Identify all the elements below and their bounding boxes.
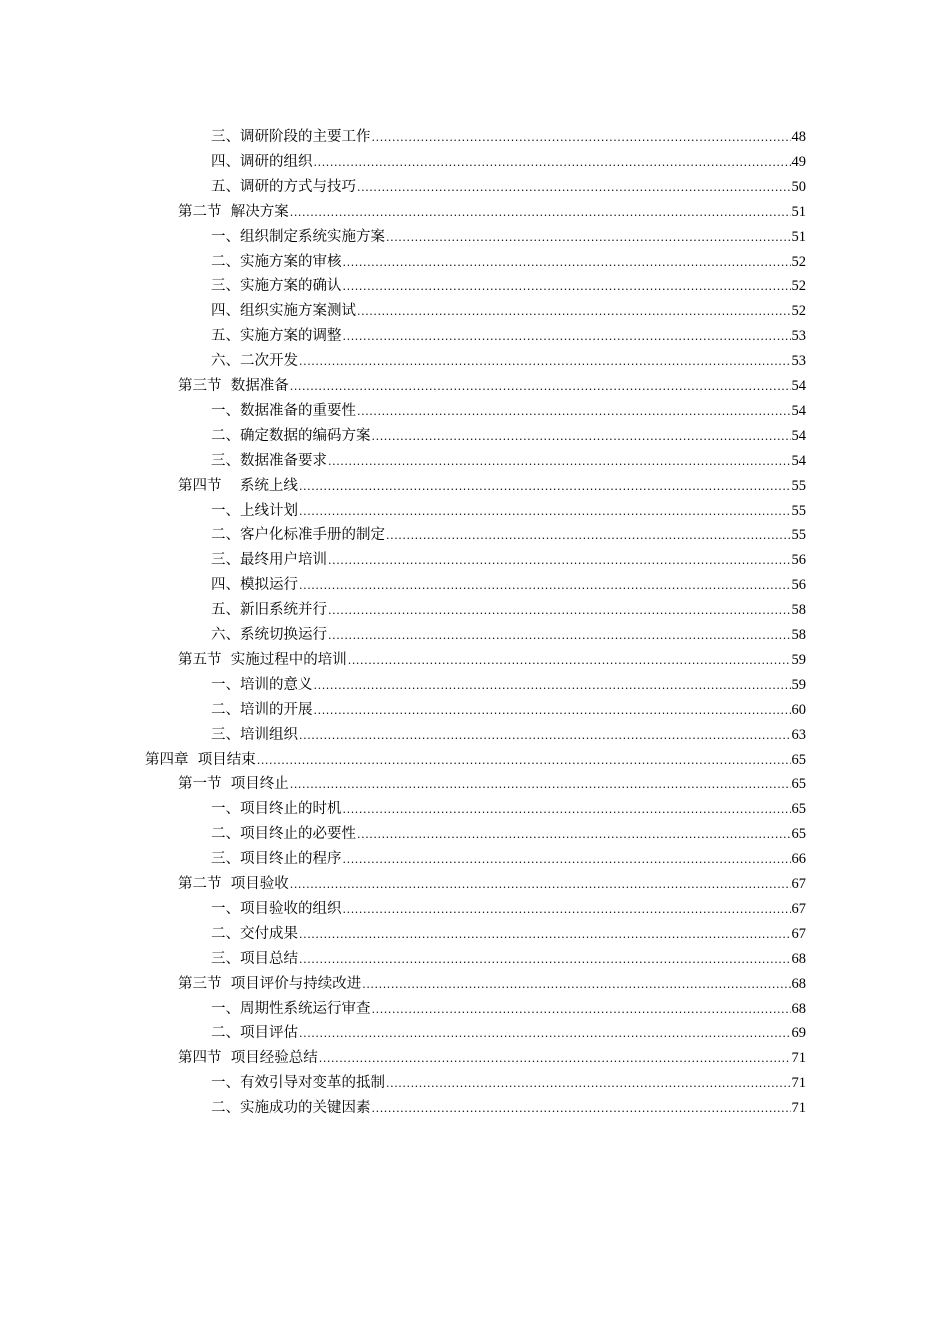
toc-entry-page: 60 bbox=[791, 701, 806, 718]
toc-entry-title: 第四章 项目结束 bbox=[145, 751, 256, 768]
toc-leader-dots bbox=[386, 1071, 791, 1096]
toc-entry[interactable] bbox=[178, 200, 806, 225]
toc-leader-dots bbox=[372, 1096, 791, 1121]
toc-entry-title: 第四节 系统上线 bbox=[178, 477, 298, 494]
toc-leader-dots bbox=[328, 548, 791, 573]
toc-entry-page: 54 bbox=[791, 427, 806, 444]
toc-leader-dots bbox=[319, 1046, 791, 1071]
toc-entry-page: 48 bbox=[791, 129, 806, 145]
toc-entry[interactable] bbox=[211, 125, 806, 150]
toc-leader-dots bbox=[299, 947, 791, 972]
toc-entry-page: 59 bbox=[791, 651, 806, 668]
toc-leader-dots bbox=[290, 772, 791, 797]
toc-leader-dots bbox=[299, 349, 791, 374]
toc-entry-page: 68 bbox=[791, 975, 806, 992]
toc-entry-page: 52 bbox=[791, 278, 806, 295]
toc-entry-page: 53 bbox=[791, 328, 806, 345]
toc-entry-title: 一、数据准备的重要性 bbox=[211, 402, 356, 419]
toc-entry[interactable] bbox=[178, 872, 806, 897]
toc-entry-title: 第二节 解决方案 bbox=[178, 203, 289, 220]
toc-leader-dots bbox=[343, 847, 791, 872]
toc-entry-page: 50 bbox=[791, 178, 806, 195]
toc-entry[interactable] bbox=[211, 523, 806, 548]
toc-leader-dots bbox=[386, 225, 791, 250]
toc-entry-page: 55 bbox=[791, 527, 806, 544]
toc-entry-page: 56 bbox=[791, 552, 806, 569]
toc-entry-title: 一、上线计划 bbox=[211, 502, 298, 519]
toc-leader-dots bbox=[290, 200, 791, 225]
toc-entry-title: 五、实施方案的调整 bbox=[211, 328, 342, 345]
toc-entry-page: 71 bbox=[791, 1100, 806, 1117]
toc-leader-dots bbox=[290, 374, 791, 399]
toc-leader-dots bbox=[348, 648, 791, 673]
toc-entry[interactable] bbox=[211, 598, 806, 623]
toc-entry[interactable] bbox=[211, 997, 806, 1022]
toc-leader-dots bbox=[357, 399, 791, 424]
toc-leader-dots bbox=[343, 250, 791, 275]
toc-entry-title: 三、调研阶段的主要工作 bbox=[211, 129, 371, 145]
toc-leader-dots bbox=[343, 797, 791, 822]
toc-entry-page: 65 bbox=[791, 826, 806, 843]
toc-entry-page: 53 bbox=[791, 353, 806, 370]
toc-entry-page: 55 bbox=[791, 502, 806, 519]
toc-entry-page: 59 bbox=[791, 676, 806, 693]
toc-entry-title: 六、二次开发 bbox=[211, 353, 298, 370]
toc-entry[interactable] bbox=[211, 225, 806, 250]
toc-leader-dots bbox=[290, 872, 791, 897]
toc-leader-dots bbox=[372, 125, 791, 150]
toc-entry-page: 54 bbox=[791, 378, 806, 394]
toc-entry[interactable] bbox=[211, 922, 806, 947]
toc-entry[interactable] bbox=[211, 1071, 806, 1096]
toc-entry-page: 52 bbox=[791, 253, 806, 270]
toc-entry[interactable] bbox=[211, 573, 806, 598]
toc-entry-page: 67 bbox=[791, 900, 806, 917]
toc-leader-dots bbox=[314, 698, 791, 723]
toc-leader-dots bbox=[314, 150, 791, 175]
toc-entry-title: 三、实施方案的确认 bbox=[211, 278, 342, 295]
toc-leader-dots bbox=[257, 748, 791, 773]
toc-entry[interactable] bbox=[211, 797, 806, 822]
toc-entry-title: 三、最终用户培训 bbox=[211, 552, 327, 569]
toc-leader-dots bbox=[299, 922, 791, 947]
toc-entry[interactable] bbox=[211, 723, 806, 748]
toc-entry-page: 69 bbox=[791, 1025, 806, 1042]
toc-entry-page: 52 bbox=[791, 303, 806, 320]
toc-entry-title: 二、确定数据的编码方案 bbox=[211, 427, 371, 444]
toc-entry[interactable] bbox=[145, 748, 806, 773]
toc-entry-page: 58 bbox=[791, 602, 806, 619]
toc-entry[interactable] bbox=[211, 424, 806, 449]
toc-entry-page: 65 bbox=[791, 776, 806, 793]
toc-entry[interactable] bbox=[211, 1021, 806, 1046]
toc-entry[interactable] bbox=[178, 772, 806, 797]
toc-entry[interactable] bbox=[211, 623, 806, 648]
toc-leader-dots bbox=[343, 324, 791, 349]
toc-entry[interactable] bbox=[211, 947, 806, 972]
toc-leader-dots bbox=[299, 573, 791, 598]
toc-entry[interactable] bbox=[211, 822, 806, 847]
toc-leader-dots bbox=[386, 523, 791, 548]
toc-entry[interactable] bbox=[178, 648, 806, 673]
toc-entry[interactable] bbox=[211, 349, 806, 374]
toc-entry[interactable] bbox=[211, 1096, 806, 1121]
toc-entry-title: 二、实施方案的审核 bbox=[211, 253, 342, 270]
toc-entry-title: 第三节 数据准备 bbox=[178, 378, 289, 394]
toc-entry[interactable] bbox=[211, 673, 806, 698]
toc-entry-title: 三、数据准备要求 bbox=[211, 452, 327, 469]
toc-entry-title: 一、周期性系统运行审查 bbox=[211, 1000, 371, 1017]
toc-entry-title: 三、培训组织 bbox=[211, 726, 298, 743]
toc-entry-title: 第一节 项目终止 bbox=[178, 776, 289, 793]
toc-entry-title: 四、组织实施方案测试 bbox=[211, 303, 356, 320]
toc-leader-dots bbox=[343, 897, 791, 922]
toc-entry-title: 五、调研的方式与技巧 bbox=[211, 178, 356, 195]
toc-leader-dots bbox=[328, 449, 791, 474]
toc-entry-page: 56 bbox=[791, 577, 806, 594]
toc-entry[interactable] bbox=[178, 374, 806, 399]
toc-entry[interactable] bbox=[211, 499, 806, 524]
toc-entry-page: 63 bbox=[791, 726, 806, 743]
toc-entry-page: 65 bbox=[791, 751, 806, 768]
toc-leader-dots bbox=[362, 972, 790, 997]
toc-entry-title: 第四节 项目经验总结 bbox=[178, 1050, 318, 1067]
toc-entry-page: 71 bbox=[791, 1075, 806, 1092]
toc-entry[interactable] bbox=[178, 1046, 806, 1071]
toc-entry[interactable] bbox=[211, 274, 806, 299]
toc-entry-page: 68 bbox=[791, 1000, 806, 1017]
toc-entry[interactable] bbox=[211, 399, 806, 424]
toc-leader-dots bbox=[357, 299, 791, 324]
toc-leader-dots bbox=[357, 175, 791, 200]
toc-leader-dots bbox=[357, 822, 791, 847]
toc-leader-dots bbox=[314, 673, 791, 698]
toc-entry[interactable] bbox=[211, 175, 806, 200]
toc-entry-title: 二、培训的开展 bbox=[211, 701, 313, 718]
toc-entry-title: 二、实施成功的关键因素 bbox=[211, 1100, 371, 1117]
toc-leader-dots bbox=[299, 499, 791, 524]
toc-entry-title: 一、项目验收的组织 bbox=[211, 900, 342, 917]
toc-entry[interactable] bbox=[211, 548, 806, 573]
toc-entry-page: 66 bbox=[791, 851, 806, 868]
toc-entry-page: 68 bbox=[791, 950, 806, 967]
toc-entry-title: 二、项目终止的必要性 bbox=[211, 826, 356, 843]
toc-leader-dots bbox=[372, 997, 791, 1022]
toc-entry-title: 五、新旧系统并行 bbox=[211, 602, 327, 619]
toc-entry-page: 58 bbox=[791, 627, 806, 643]
toc-entry-page: 51 bbox=[791, 228, 806, 245]
toc-entry-page: 49 bbox=[791, 153, 806, 170]
toc-leader-dots bbox=[372, 424, 791, 449]
toc-entry-page: 54 bbox=[791, 452, 806, 469]
toc-entry-page: 65 bbox=[791, 801, 806, 818]
toc-entry-title: 二、交付成果 bbox=[211, 925, 298, 942]
toc-entry-title: 三、项目终止的程序 bbox=[211, 851, 342, 868]
toc-leader-dots bbox=[299, 723, 791, 748]
toc-entry-title: 四、调研的组织 bbox=[211, 153, 313, 170]
toc-entry-title: 二、客户化标准手册的制定 bbox=[211, 527, 385, 544]
toc-entry-page: 67 bbox=[791, 876, 806, 892]
toc-entry-title: 三、项目总结 bbox=[211, 950, 298, 967]
toc-entry[interactable] bbox=[211, 897, 806, 922]
toc-entry-title: 一、项目终止的时机 bbox=[211, 801, 342, 818]
toc-leader-dots bbox=[299, 1021, 791, 1046]
toc-entry[interactable] bbox=[211, 150, 806, 175]
toc-entry-title: 一、培训的意义 bbox=[211, 676, 313, 693]
toc-entry[interactable] bbox=[211, 250, 806, 275]
toc-entry-page: 55 bbox=[791, 477, 806, 494]
toc-entry[interactable] bbox=[178, 474, 806, 499]
toc-entry[interactable] bbox=[211, 324, 806, 349]
toc-entry[interactable] bbox=[211, 847, 806, 872]
toc-entry-page: 67 bbox=[791, 925, 806, 942]
toc-entry-title: 一、有效引导对变革的抵制 bbox=[211, 1075, 385, 1092]
toc-leader-dots bbox=[328, 598, 791, 623]
toc-entry-page: 51 bbox=[791, 203, 806, 220]
toc-entry-title: 六、系统切换运行 bbox=[211, 627, 327, 643]
toc-entry-page: 54 bbox=[791, 402, 806, 419]
toc-leader-dots bbox=[299, 474, 791, 499]
toc-entry-title: 二、项目评估 bbox=[211, 1025, 298, 1042]
toc-entry[interactable] bbox=[211, 449, 806, 474]
toc-leader-dots bbox=[328, 623, 791, 648]
toc-entry[interactable] bbox=[178, 972, 806, 997]
toc-entry[interactable] bbox=[211, 299, 806, 324]
toc-entry-page: 71 bbox=[791, 1050, 806, 1067]
toc-entry-title: 四、模拟运行 bbox=[211, 577, 298, 594]
toc-entry-title: 一、组织制定系统实施方案 bbox=[211, 228, 385, 245]
toc-entry-title: 第二节 项目验收 bbox=[178, 876, 289, 892]
toc-entry-title: 第五节 实施过程中的培训 bbox=[178, 651, 347, 668]
toc-entry-title: 第三节 项目评价与持续改进 bbox=[178, 975, 362, 992]
toc-leader-dots bbox=[343, 274, 791, 299]
toc-entry[interactable] bbox=[211, 698, 806, 723]
